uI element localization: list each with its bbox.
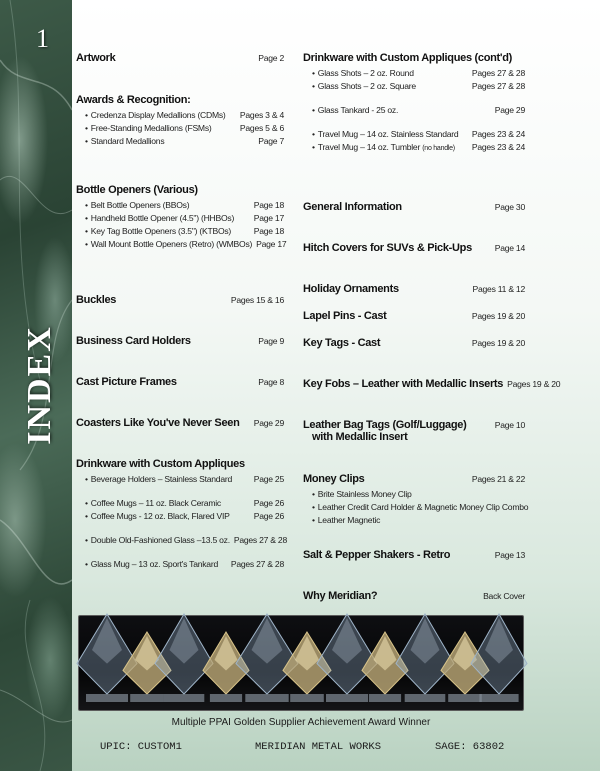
index-entry[interactable]	[303, 473, 529, 525]
index-subitem-page: Page 29	[494, 105, 525, 115]
index-heading-row	[303, 419, 525, 431]
index-entry[interactable]	[303, 283, 525, 295]
index-subitem-text: Belt Bottle Openers (BBOs)	[90, 200, 190, 210]
index-heading[interactable]: Awards & Recognition:	[76, 94, 191, 106]
index-subitem-label	[85, 498, 221, 508]
index-subitem-page: Page 7	[258, 136, 284, 146]
index-heading[interactable]: Coasters Like You've Never Seen	[76, 417, 240, 429]
index-heading-row	[303, 549, 525, 561]
index-heading[interactable]: Salt & Pepper Shakers - Retro	[303, 549, 451, 561]
index-subitem-page: Pages 27 & 28	[471, 81, 525, 91]
index-subitem-page: Pages 27 & 28	[471, 68, 525, 78]
index-subitem[interactable]	[76, 200, 284, 210]
index-subitem-text: Beverage Holders – Stainless Standard	[90, 474, 232, 484]
index-heading-continued: with Medallic Insert	[312, 431, 408, 443]
footer-upic: UPIC: CUSTOM1	[100, 741, 182, 753]
index-heading[interactable]: Artwork	[76, 52, 116, 64]
index-subitem-text: Travel Mug – 14 oz. Stainless Standard	[317, 129, 459, 139]
index-entry[interactable]	[303, 201, 525, 213]
index-page-ref: Back Cover	[483, 591, 525, 601]
index-heading[interactable]: Buckles	[76, 294, 117, 306]
index-entry[interactable]	[76, 184, 287, 249]
index-entry[interactable]	[76, 94, 284, 146]
index-subitem[interactable]	[76, 474, 284, 484]
index-subitem[interactable]	[76, 559, 284, 569]
index-subitem-text: Glass Shots – 2 oz. Round	[317, 68, 414, 78]
index-heading[interactable]: Business Card Holders	[76, 335, 191, 347]
index-subitem-text: Leather Magnetic	[317, 515, 381, 525]
index-subitem[interactable]	[76, 226, 284, 236]
awards-illustration	[79, 616, 525, 712]
index-subitem-text: Credenza Display Medallions (CDMs)	[90, 110, 226, 120]
index-subitem-text: Brite Stainless Money Clip	[317, 489, 412, 499]
index-subitem-label	[85, 123, 212, 133]
index-subitem-label	[85, 474, 232, 484]
index-subitem[interactable]	[76, 511, 284, 521]
footer-company: MERIDIAN METAL WORKS	[255, 741, 382, 753]
index-subitem-label	[312, 68, 414, 78]
index-heading-row	[303, 378, 561, 390]
index-subitem-text: Travel Mug – 14 oz. Tumbler	[317, 142, 421, 152]
index-subitem-page: Page 17	[253, 213, 284, 223]
index-heading[interactable]: Why Meridian?	[303, 590, 378, 602]
index-page-ref: Page 30	[494, 202, 525, 212]
index-heading[interactable]: Key Tags - Cast	[303, 337, 381, 349]
index-heading[interactable]: Money Clips	[303, 473, 365, 485]
index-subitem-text: Standard Medallions	[90, 136, 165, 146]
index-subitem-label	[85, 136, 164, 146]
index-subitem[interactable]	[76, 239, 287, 249]
index-entry[interactable]	[303, 52, 525, 152]
index-heading-row	[303, 283, 525, 295]
index-heading-row	[76, 458, 284, 470]
index-subitem-page: Page 26	[253, 498, 284, 508]
index-subitem-label	[85, 200, 189, 210]
index-sublist	[76, 200, 287, 249]
index-subitem-text: Coffee Mugs - 12 oz. Black, Flared VIP	[90, 511, 230, 521]
index-subitem-text: Double Old-Fashioned Glass –13.5 oz.	[90, 535, 230, 545]
index-page-ref: Page 8	[258, 377, 284, 387]
index-subitem-page: Pages 5 & 6	[239, 123, 284, 133]
index-subitem-page: Pages 23 & 24	[471, 142, 525, 152]
index-subitem-text: Glass Shots – 2 oz. Square	[317, 81, 416, 91]
index-heading[interactable]: Leather Bag Tags (Golf/Luggage)	[303, 419, 467, 431]
index-subitem-page: Page 18	[253, 200, 284, 210]
index-heading-row	[303, 337, 525, 349]
index-subitem-text: Wall Mount Bottle Openers (Retro) (WMBOs)	[90, 239, 253, 249]
index-page-ref: Pages 11 & 12	[472, 284, 525, 294]
index-subitem-label	[85, 511, 230, 521]
index-page-ref: Pages 19 & 20	[507, 379, 561, 389]
footer-sage: SAGE: 63802	[435, 741, 505, 753]
index-heading-row	[76, 52, 284, 64]
award-trophy-icon	[155, 614, 213, 702]
index-heading-row	[76, 94, 284, 106]
index-page-ref: Pages 19 & 20	[471, 311, 525, 321]
index-entry[interactable]	[76, 458, 287, 569]
index-subitem[interactable]	[303, 489, 525, 499]
index-heading-row	[76, 294, 284, 306]
index-heading-row	[303, 52, 525, 64]
index-subitem[interactable]	[303, 129, 525, 139]
index-subitem-label	[85, 559, 218, 569]
index-page-ref: Pages 15 & 16	[230, 295, 284, 305]
index-subitem-page: Pages 3 & 4	[239, 110, 284, 120]
index-subitem[interactable]	[76, 110, 284, 120]
index-heading-row	[303, 590, 525, 602]
award-trophy-icon	[471, 614, 527, 702]
index-heading-row	[76, 184, 284, 196]
index-subitem-text: Free-Standing Medallions (FSMs)	[90, 123, 212, 133]
index-heading-row	[303, 242, 525, 254]
index-page-ref: Pages 19 & 20	[471, 338, 525, 348]
index-entry[interactable]	[303, 378, 561, 390]
index-entry[interactable]	[303, 419, 525, 443]
award-caption: Multiple PPAI Golden Supplier Achievement Award Winner	[171, 717, 431, 728]
index-subitem-text: Glass Tankard - 25 oz.	[317, 105, 399, 115]
index-page-ref: Page 13	[494, 550, 525, 560]
index-heading[interactable]: Hitch Covers for SUVs & Pick-Ups	[303, 242, 472, 254]
index-subitem-label	[85, 213, 234, 223]
award-trophy-icon	[317, 614, 377, 702]
index-subitem[interactable]	[76, 498, 284, 508]
index-subitem-label	[312, 502, 528, 512]
index-subitem[interactable]	[76, 213, 284, 223]
index-subitem-page: Pages 27 & 28	[230, 559, 284, 569]
index-entry[interactable]	[76, 376, 284, 388]
index-subitem-text: Glass Mug – 13 oz. Sport's Tankard	[90, 559, 218, 569]
index-subitem-label	[85, 239, 252, 249]
index-subitem[interactable]	[303, 142, 525, 152]
index-subitem-page: Page 26	[253, 511, 284, 521]
index-heading-row	[76, 335, 284, 347]
index-heading-row	[303, 201, 525, 213]
index-subitem-label	[85, 110, 226, 120]
index-subitem-label	[85, 535, 230, 545]
index-subitem-page: Pages 23 & 24	[471, 129, 525, 139]
index-subitem-label	[312, 515, 380, 525]
index-entry[interactable]	[303, 549, 525, 561]
index-subitem-text: Key Tag Bottle Openers (3.5") (KTBOs)	[90, 226, 232, 236]
index-subitem[interactable]	[303, 68, 525, 78]
award-trophy-icon	[396, 614, 454, 702]
index-subitem[interactable]	[303, 105, 525, 115]
index-subitem-text: Handheld Bottle Opener (4.5") (HHBOs)	[90, 213, 235, 223]
index-subitem-note: (no handle)	[422, 145, 455, 152]
index-heading-row	[303, 473, 525, 485]
index-subitem[interactable]	[303, 502, 529, 512]
index-subitem[interactable]	[303, 81, 525, 91]
index-subitem-page: Page 17	[256, 239, 287, 249]
index-heading-row	[76, 417, 284, 429]
index-subitem-label	[312, 129, 458, 139]
index-entry[interactable]	[303, 242, 525, 254]
index-page-ref: Page 2	[258, 53, 284, 63]
award-trophy-icon	[77, 614, 137, 702]
index-page-ref: Pages 21 & 22	[471, 474, 525, 484]
index-subitem-label	[85, 226, 231, 236]
index-subitem-text: Leather Credit Card Holder & Magnetic Money Clip Combo	[317, 502, 529, 512]
index-subitem-page: Pages 27 & 28	[233, 535, 287, 545]
index-entry[interactable]	[303, 310, 525, 322]
index-entry[interactable]	[76, 335, 284, 347]
awards-photo	[78, 615, 524, 711]
index-heading[interactable]: Holiday Ornaments	[303, 283, 399, 295]
index-subitem[interactable]	[76, 535, 287, 545]
index-entry[interactable]	[303, 337, 525, 349]
index-subitem[interactable]	[303, 515, 525, 525]
index-sublist	[76, 474, 287, 569]
index-page-ref: Page 10	[494, 420, 525, 430]
index-heading[interactable]: Key Fobs – Leather with Medallic Inserts	[303, 378, 504, 390]
index-sublist	[76, 110, 284, 146]
index-heading[interactable]: Drinkware with Custom Appliques	[76, 458, 245, 470]
index-page-ref: Page 14	[494, 243, 525, 253]
index-title: INDEX	[21, 325, 58, 445]
index-subitem-page: Page 25	[253, 474, 284, 484]
marble-sidebar	[0, 0, 72, 771]
index-subitem-label	[312, 489, 412, 499]
index-entry[interactable]	[76, 417, 284, 429]
index-entry[interactable]	[76, 52, 284, 64]
index-page-ref: Page 29	[253, 418, 284, 428]
index-entry[interactable]	[76, 294, 284, 306]
index-heading-row	[303, 310, 525, 322]
index-heading[interactable]: Lapel Pins - Cast	[303, 310, 387, 322]
index-sublist	[303, 489, 529, 525]
index-heading[interactable]: Drinkware with Custom Appliques (cont'd)	[303, 52, 512, 64]
index-subitem-label	[312, 81, 416, 91]
award-trophy-icon	[236, 614, 298, 702]
index-heading[interactable]: General Information	[303, 201, 402, 213]
index-subitem-label	[312, 105, 398, 115]
index-subitem-label	[312, 142, 455, 152]
index-heading[interactable]: Bottle Openers (Various)	[76, 184, 198, 196]
index-subitem[interactable]	[76, 136, 284, 146]
index-subitem-text: Coffee Mugs – 11 oz. Black Ceramic	[90, 498, 221, 508]
index-subitem[interactable]	[76, 123, 284, 133]
index-heading[interactable]: Cast Picture Frames	[76, 376, 177, 388]
index-sublist	[303, 68, 525, 152]
index-subitem-page: Page 18	[253, 226, 284, 236]
index-page-ref: Page 9	[258, 336, 284, 346]
page-number: 1	[36, 24, 49, 53]
index-heading-row	[76, 376, 284, 388]
index-entry[interactable]	[303, 590, 525, 602]
